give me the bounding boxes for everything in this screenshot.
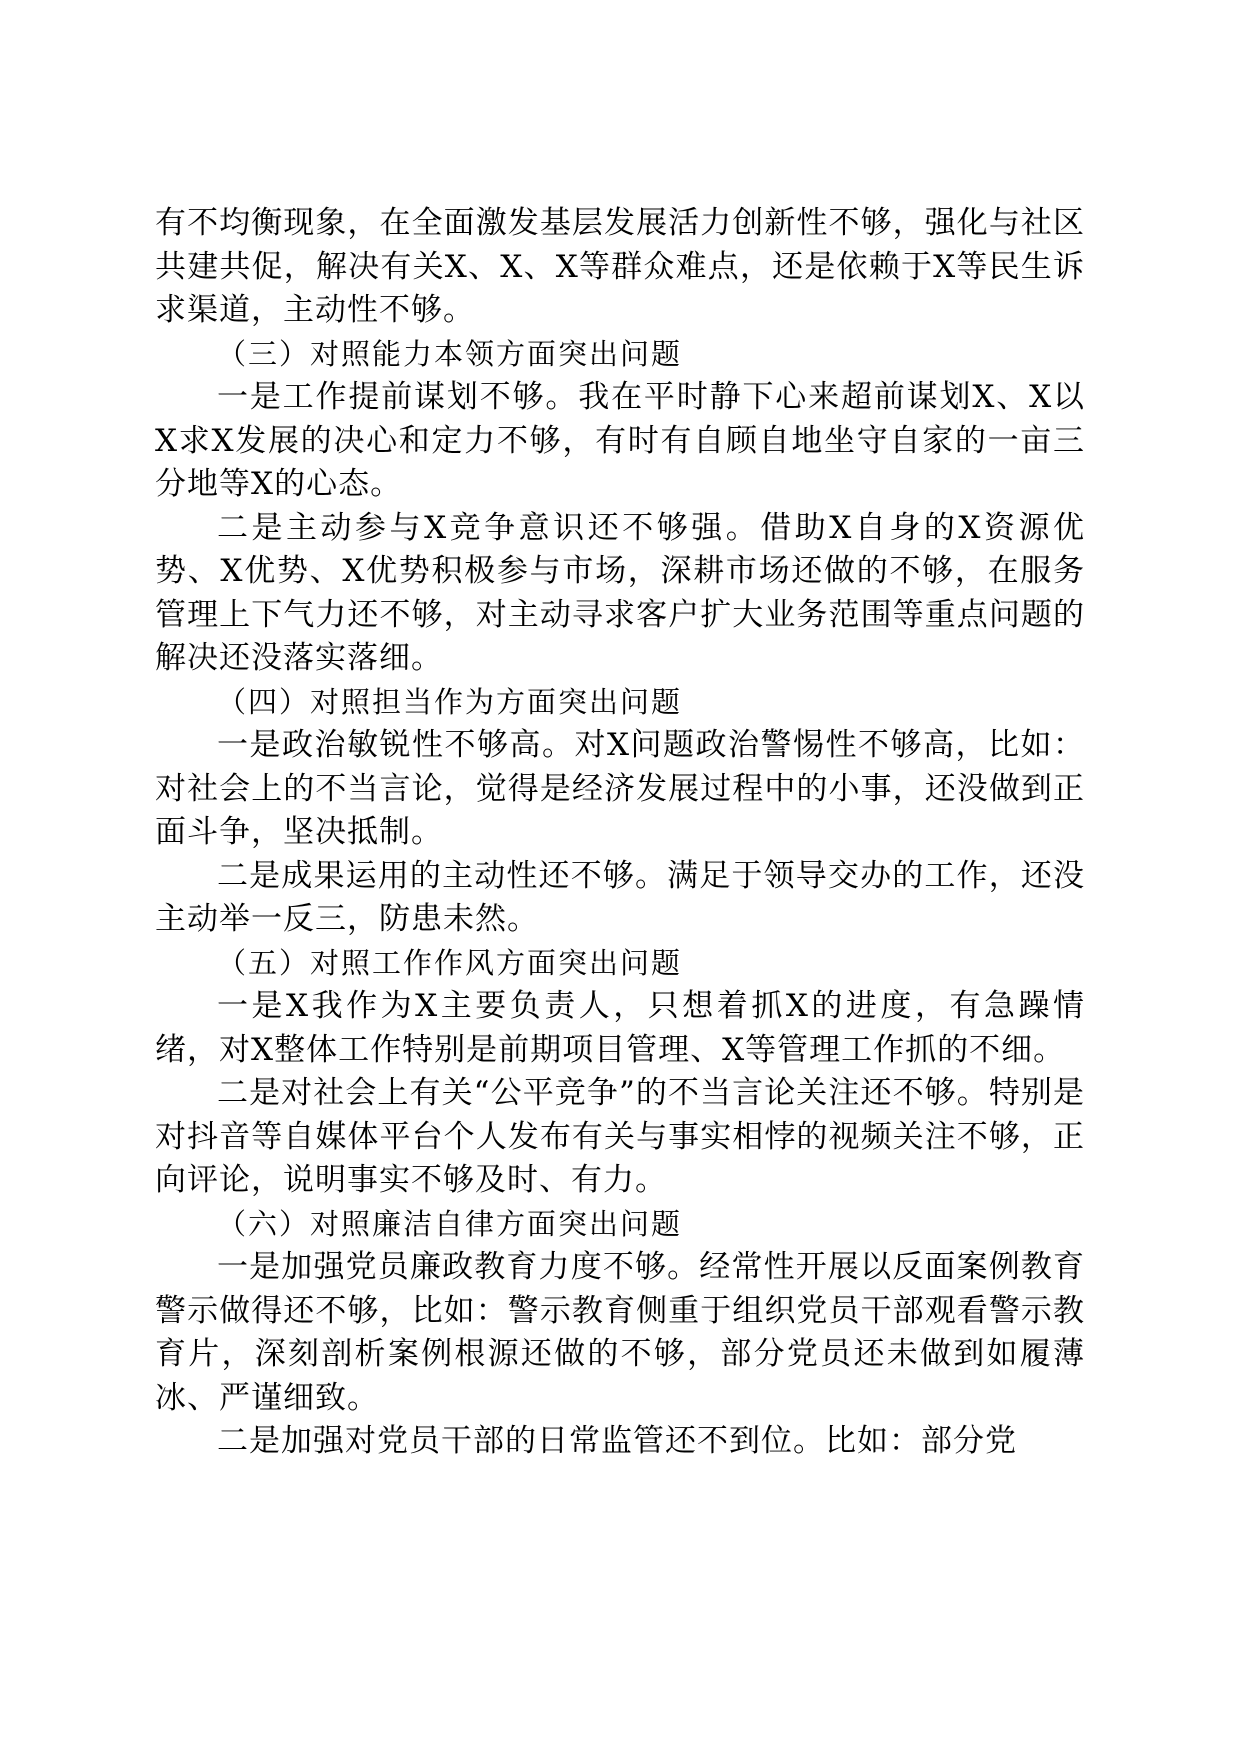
body-paragraph: 一是工作提前谋划不够。我在平时静下心来超前谋划X、X以X求X发展的决心和定力不够，有时有自顾自地坐守自家的一亩三分地等X的心态。 <box>155 379 1085 502</box>
body-paragraph: 二是对社会上有关“公平竞争”的不当言论关注还不够。特别是对抖音等自媒体平台个人发布有关与事实相悖的视频关注不够，正向评论，说明事实不够及时、有力。 <box>155 1075 1085 1198</box>
section-heading-four: （四）对照担当作为方面突出问题 <box>217 684 683 719</box>
body-paragraph: 一是X我作为X主要负责人，只想着抓X的进度，有急躁情绪，对X整体工作特别是前期项目管理、X等管理工作抓的不细。 <box>155 988 1085 1068</box>
body-paragraph: 二是加强对党员干部的日常监管还不到位。比如：部分党 <box>217 1423 1017 1459</box>
body-paragraph: 有不均衡现象，在全面激发基层发展活力创新性不够，强化与社区共建共促，解决有关X、X、X等群众难点，还是依赖于X等民生诉求渠道，主动性不够。 <box>155 205 1085 328</box>
section-heading-six: （六）对照廉洁自律方面突出问题 <box>217 1206 683 1241</box>
body-paragraph: 一是加强党员廉政教育力度不够。经常性开展以反面案例教育警示做得还不够，比如：警示教育侧重于组织党员干部观看警示教育片，深刻剖析案例根源还做的不够，部分党员还未做到如履薄冰、严谨细致。 <box>155 1249 1085 1416</box>
section-heading-five: （五）对照工作作风方面突出问题 <box>217 945 683 980</box>
body-paragraph: 一是政治敏锐性不够高。对X问题政治警惕性不够高，比如：对社会上的不当言论，觉得是经济发展过程中的小事，还没做到正面斗争，坚决抵制。 <box>155 727 1085 850</box>
section-heading-three: （三）对照能力本领方面突出问题 <box>217 336 683 371</box>
body-paragraph: 二是主动参与X竞争意识还不够强。借助X自身的X资源优势、X优势、X优势积极参与市场，深耕市场还做的不够，在服务管理上下气力还不够，对主动寻求客户扩大业务范围等重点问题的解决还没落实落细。 <box>155 509 1085 676</box>
body-paragraph: 二是成果运用的主动性还不够。满足于领导交办的工作，还没主动举一反三，防患未然。 <box>155 857 1085 937</box>
document-body <box>155 202 1085 1464</box>
